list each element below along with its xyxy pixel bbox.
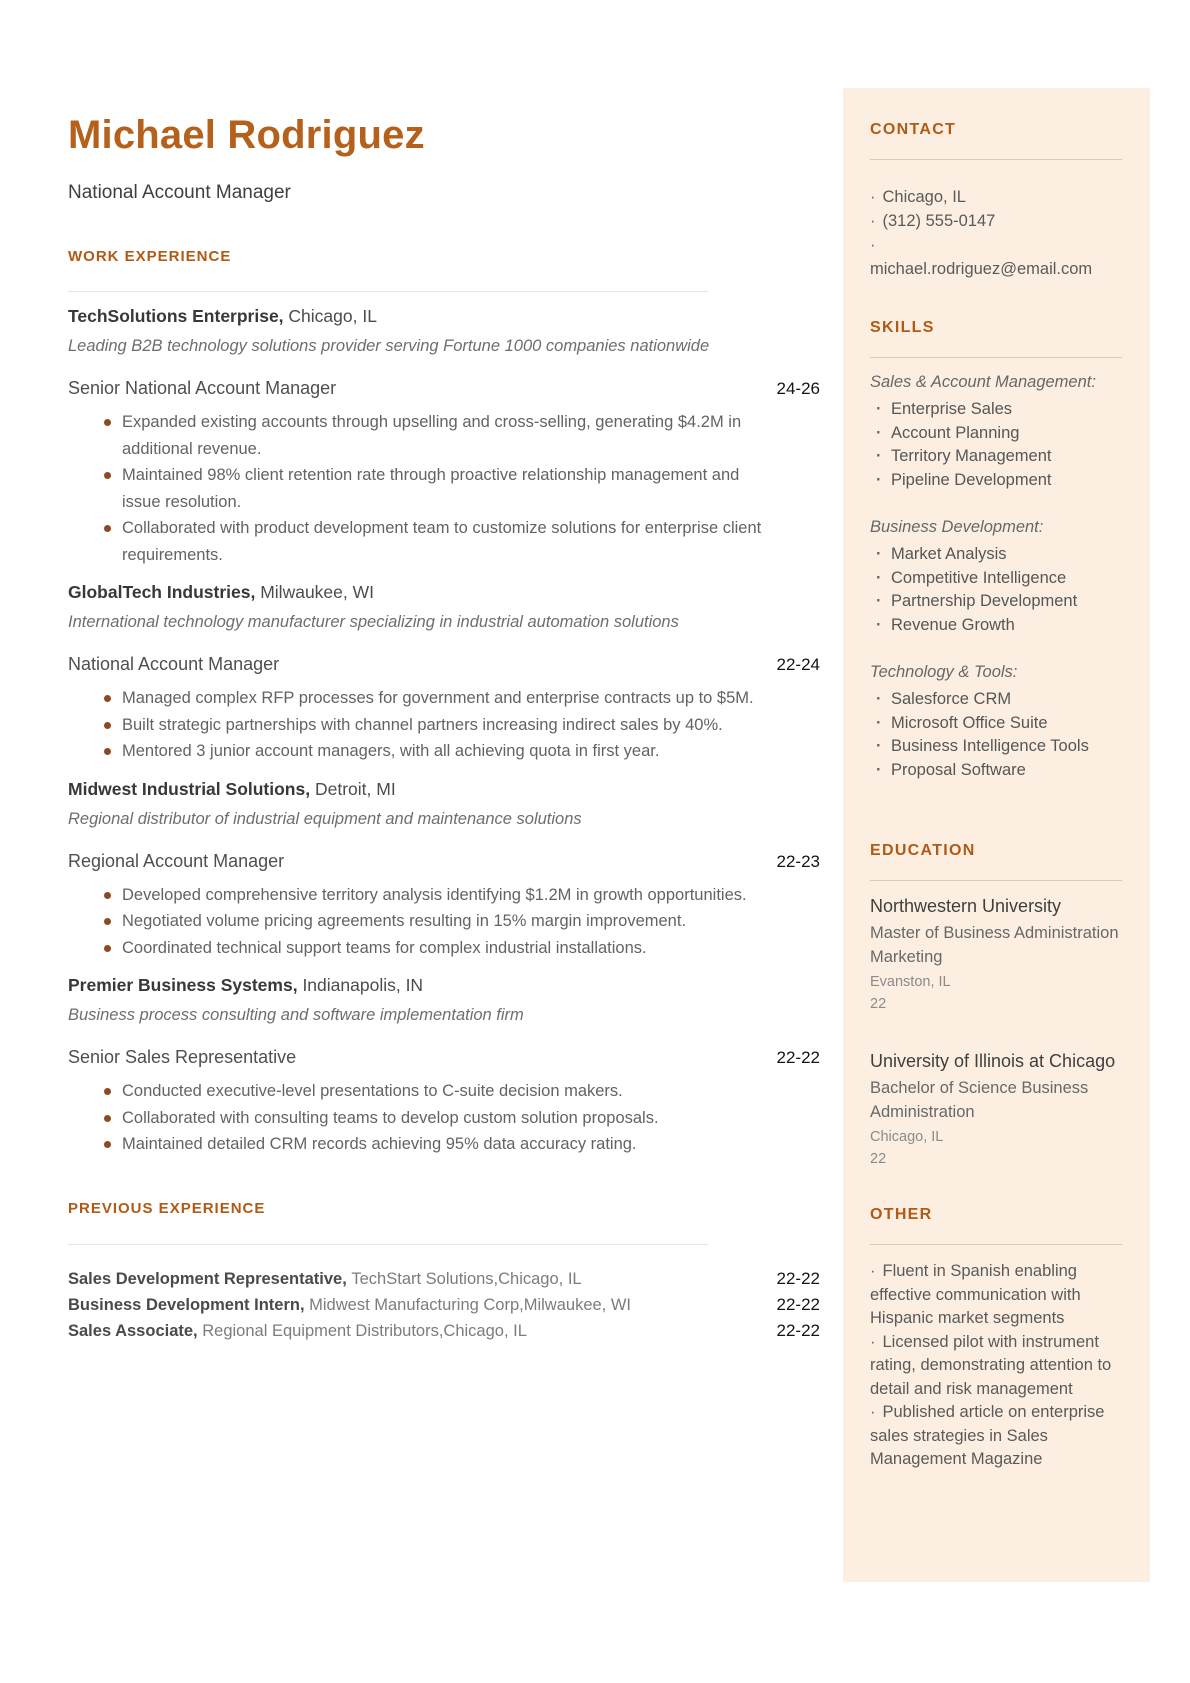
school-year: 22 — [870, 1150, 887, 1167]
contact-item — [870, 209, 1122, 233]
work-experience-section-title: WORK EXPERIENCE — [68, 248, 232, 265]
other-item — [870, 1401, 1122, 1472]
bullet-glyph: · — [870, 1403, 876, 1421]
role-bullet-list — [68, 1078, 820, 1158]
other-item — [870, 1260, 1122, 1331]
education-entry — [870, 894, 1122, 1015]
role-bullet — [68, 1105, 816, 1132]
other-item-text: Fluent in Spanish enabling effective communication with Hispanic market segments — [870, 1262, 1081, 1327]
skill-item: · Microsoft Office Suite — [870, 712, 1122, 736]
company-entry — [68, 582, 820, 765]
bullet-glyph: · — [870, 1262, 876, 1280]
skills-section — [870, 319, 1122, 782]
role-bullet — [68, 1078, 816, 1105]
bullet-glyph: · — [870, 188, 876, 206]
contact-item-email — [870, 233, 1122, 257]
education-schools — [870, 894, 1122, 1170]
sidebar-divider — [870, 1244, 1122, 1245]
previous-company: TechStart Solutions,Chicago, IL — [346, 1269, 582, 1288]
role-dates: 22-22 — [776, 1048, 820, 1067]
skills-group — [870, 371, 1122, 492]
previous-dates: 22-22 — [776, 1268, 820, 1288]
role-bullet-text: Built strategic partnerships with channel partners increasing indirect sales by 40%. — [122, 715, 723, 734]
company-description: Leading B2B technology solutions provider serving Fortune 1000 companies nationwide — [68, 337, 710, 355]
skills-group-heading: Business Development: — [870, 518, 1044, 536]
role-bullet-text: Expanded existing accounts through upselling and cross-selling, generating $4.2M in additional revenue. — [122, 413, 742, 458]
company-description: International technology manufacturer specializing in industrial automation solutions — [68, 613, 679, 631]
skills-group-heading: Technology & Tools: — [870, 663, 1018, 681]
sidebar-divider — [870, 357, 1122, 358]
skills-group — [870, 661, 1122, 782]
skill-item: · Market Analysis — [870, 543, 1122, 567]
previous-role: Business Development Intern, — [68, 1295, 305, 1314]
role-bullet-text: Managed complex RFP processes for government and enterprise contracts up to $5M. — [122, 689, 754, 707]
previous-company: Midwest Manufacturing Corp,Milwaukee, WI — [304, 1295, 632, 1314]
company-entry — [68, 975, 820, 1158]
role-bullet-text: Negotiated volume pricing agreements resulting in 15% margin improvement. — [122, 912, 687, 930]
role-row — [68, 1047, 820, 1068]
role-bullet — [68, 738, 816, 765]
role-bullet-list — [68, 409, 820, 568]
contact-item — [870, 185, 1122, 209]
role-bullet-list — [68, 882, 820, 962]
education-entry — [870, 1049, 1122, 1170]
sidebar-panel — [843, 88, 1150, 1582]
role-bullet — [68, 712, 816, 739]
role-bullet-text: Conducted executive-level presentations to C-suite decision makers. — [122, 1082, 623, 1100]
bullet-glyph: · — [870, 236, 876, 254]
contact-item-text: (312) 555-0147 — [882, 212, 996, 230]
role-bullet — [68, 409, 816, 462]
school-name: University of Illinois at Chicago — [870, 1051, 1116, 1071]
sidebar-divider — [870, 159, 1122, 160]
skill-item: · Business Intelligence Tools — [870, 735, 1122, 759]
role-bullet-text: Mentored 3 junior account managers, with all achieving quota in first year. — [122, 742, 660, 760]
previous-dates: 22-22 — [776, 1320, 820, 1340]
person-name: Michael Rodriguez — [68, 113, 425, 157]
company-location: Detroit, MI — [310, 778, 396, 799]
previous-experience-section-title: PREVIOUS EXPERIENCE — [68, 1199, 266, 1217]
role-bullet — [68, 908, 816, 935]
previous-dates: 22-22 — [776, 1294, 820, 1314]
contact-email: michael.rodriguez@email.com — [870, 260, 1093, 278]
previous-company: Regional Equipment Distributors,Chicago, IL — [197, 1321, 527, 1340]
role-bullet-text: Collaborated with consulting teams to develop custom solution proposals. — [122, 1108, 659, 1127]
company-description: Business process consulting and software implementation firm — [68, 1006, 524, 1024]
contact-section — [870, 121, 1122, 281]
bullet-glyph: · — [870, 1332, 876, 1351]
company-location: Indianapolis, IN — [297, 975, 424, 995]
education-section-title: EDUCATION — [870, 842, 976, 859]
role-dates: 24-26 — [776, 379, 820, 398]
company-name-line — [68, 582, 820, 603]
person-job-title: National Account Manager — [68, 182, 291, 203]
previous-role: Sales Development Representative, — [68, 1269, 347, 1288]
role-bullet — [68, 882, 816, 909]
school-year: 22 — [870, 995, 887, 1012]
role-title: Regional Account Manager — [68, 850, 285, 871]
other-item — [870, 1331, 1122, 1402]
other-items — [870, 1260, 1122, 1472]
role-bullet — [68, 935, 816, 962]
company-name: GlobalTech Industries, — [68, 582, 256, 602]
section-divider — [68, 291, 708, 292]
role-bullet-list — [68, 685, 820, 765]
company-name: Midwest Industrial Solutions, — [68, 778, 311, 799]
previous-role: Sales Associate, — [68, 1321, 198, 1340]
role-dates: 22-24 — [776, 655, 820, 674]
contact-items — [870, 185, 1122, 281]
school-degree: Bachelor of Science Business Administration — [870, 1079, 1089, 1121]
role-row — [68, 654, 820, 675]
school-degree: Master of Business Administration Marketing — [870, 924, 1119, 966]
skills-section-title: SKILLS — [870, 319, 935, 336]
skill-item: · Proposal Software — [870, 759, 1122, 783]
other-section — [870, 1206, 1122, 1472]
skill-item: · Partnership Development — [870, 590, 1122, 614]
skills-list — [870, 543, 1122, 637]
skill-item: · Salesforce CRM — [870, 688, 1122, 712]
role-bullet-text: Developed comprehensive territory analysis identifying $1.2M in growth opportunities. — [122, 885, 747, 904]
company-name: TechSolutions Enterprise, — [68, 306, 284, 326]
role-title: National Account Manager — [68, 654, 280, 674]
skills-list — [870, 398, 1122, 492]
company-description: Regional distributor of industrial equipment and maintenance solutions — [68, 809, 582, 828]
skills-list — [870, 688, 1122, 782]
previous-experience-row — [68, 1292, 820, 1318]
role-bullet — [68, 1131, 816, 1158]
role-bullet — [68, 685, 816, 712]
contact-section-title: CONTACT — [870, 121, 957, 138]
role-bullet-text: Maintained 98% client retention rate through proactive relationship management and issue resolution. — [122, 466, 740, 511]
skill-item: · Pipeline Development — [870, 469, 1122, 493]
skill-item: · Account Planning — [870, 422, 1122, 446]
role-title: Senior National Account Manager — [68, 378, 337, 398]
education-section — [870, 842, 1122, 1170]
school-name: Northwestern University — [870, 896, 1062, 916]
skill-item: · Enterprise Sales — [870, 398, 1122, 422]
company-entry — [68, 779, 820, 962]
company-location: Milwaukee, WI — [255, 582, 374, 602]
school-location: Evanston, IL — [870, 974, 951, 990]
role-bullet-text: Collaborated with product development team to customize solutions for enterprise client requirements. — [122, 519, 762, 564]
company-location: Chicago, IL — [283, 306, 377, 326]
role-bullet — [68, 462, 816, 515]
role-bullet — [68, 515, 816, 568]
role-title: Senior Sales Representative — [68, 1047, 297, 1067]
skills-group-heading: Sales & Account Management: — [870, 373, 1096, 391]
role-dates: 22-23 — [776, 851, 820, 871]
bullet-glyph: · — [870, 212, 876, 230]
other-item-text: Published article on enterprise sales strategies in Sales Management Magazine — [870, 1403, 1105, 1468]
role-bullet-text: Maintained detailed CRM records achieving 95% data accuracy rating. — [122, 1135, 637, 1153]
school-location: Chicago, IL — [870, 1129, 944, 1145]
sidebar-divider — [870, 880, 1122, 881]
company-entry — [68, 306, 820, 568]
skills-groups — [870, 371, 1122, 782]
company-name: Premier Business Systems, — [68, 975, 298, 995]
work-experience-list — [68, 306, 820, 1158]
company-name-line — [68, 306, 820, 327]
skills-group — [870, 516, 1122, 637]
role-row — [68, 378, 820, 399]
role-bullet-text: Coordinated technical support teams for complex industrial installations. — [122, 938, 647, 957]
previous-experience-row — [68, 1318, 820, 1344]
previous-experience-list — [68, 1266, 820, 1344]
skill-item: · Revenue Growth — [870, 614, 1122, 638]
company-name-line — [68, 975, 820, 996]
other-item-text: Licensed pilot with instrument rating, demonstrating attention to detail and risk management — [870, 1332, 1112, 1398]
section-divider — [68, 1244, 708, 1245]
skill-item: · Territory Management — [870, 445, 1122, 469]
other-section-title: OTHER — [870, 1206, 933, 1223]
role-row — [68, 851, 820, 872]
main-column — [68, 0, 820, 1344]
contact-item-text: Chicago, IL — [882, 188, 966, 206]
previous-experience-row — [68, 1266, 820, 1292]
company-name-line — [68, 779, 820, 800]
skill-item: · Competitive Intelligence — [870, 567, 1122, 591]
